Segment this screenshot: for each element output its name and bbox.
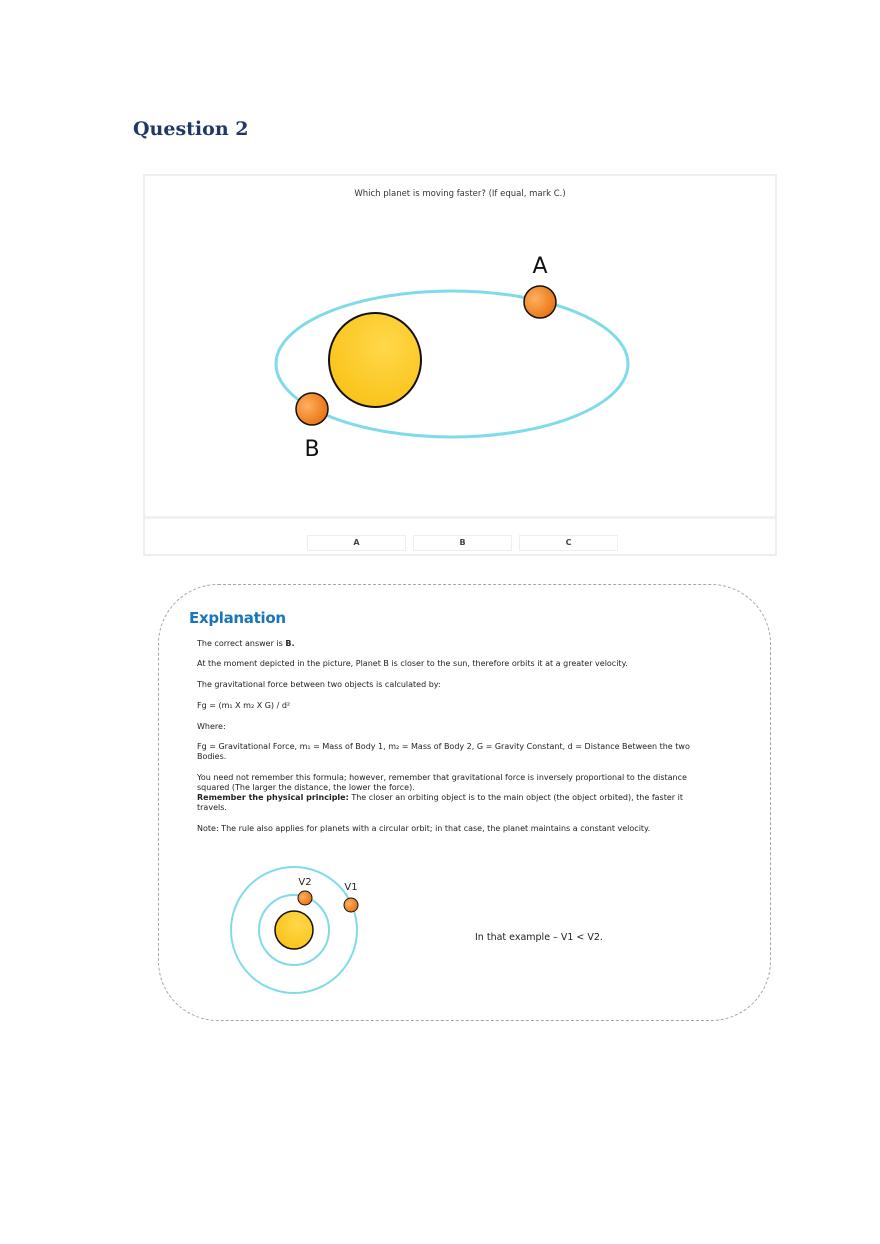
- where-label: Where:: [197, 722, 226, 731]
- planet-a-label: A: [532, 254, 548, 279]
- paragraph-2: The gravitational force between two objects is calculated by:: [197, 680, 441, 689]
- definitions: Fg = Gravitational Force, m₁ = Mass of Body 1, m₂ = Mass of Body 2, G = Gravity Constant, d = Distance Between the two Bodies.: [197, 742, 690, 761]
- correct-answer: B.: [285, 639, 295, 648]
- answer-button-b[interactable]: B: [413, 535, 512, 551]
- v2-label: V2: [298, 877, 312, 888]
- principle-label: Remember the physical principle:: [197, 793, 349, 802]
- sun: [329, 313, 421, 407]
- paragraph-1: At the moment depicted in the picture, Planet B is closer to the sun, therefore orbits it at a greater velocity.: [197, 659, 628, 668]
- planet-b-label: B: [304, 437, 320, 462]
- example-text: In that example – V1 < V2.: [475, 932, 603, 943]
- note: Note: The rule also applies for planets with a circular orbit; in that case, the planet maintains a constant velocity.: [197, 824, 651, 833]
- answer-button-a[interactable]: A: [307, 535, 406, 551]
- question-prompt: Which planet is moving faster? (If equal, mark C.): [354, 189, 566, 199]
- principle-text: The closer an orbiting object is to the main object (the object orbited), the faster it travels.: [197, 793, 683, 812]
- v1-label: V1: [344, 882, 358, 893]
- correct-answer-text: [197, 639, 717, 649]
- principle: [197, 793, 697, 813]
- question-heading: Question 2: [133, 118, 249, 140]
- planet-b: [296, 393, 328, 425]
- explanation-title: Explanation: [189, 609, 286, 627]
- formula: Fg = (m₁ X m₂ X G) / d²: [197, 701, 291, 710]
- paragraph-3: You need not remember this formula; however, remember that gravitational force is inversely proportional to the distance squared (The larger the distance, the lower the force).: [197, 773, 687, 792]
- correct-prefix: The correct answer is: [197, 639, 286, 648]
- answer-button-c[interactable]: C: [519, 535, 618, 551]
- planet-a: [524, 286, 556, 318]
